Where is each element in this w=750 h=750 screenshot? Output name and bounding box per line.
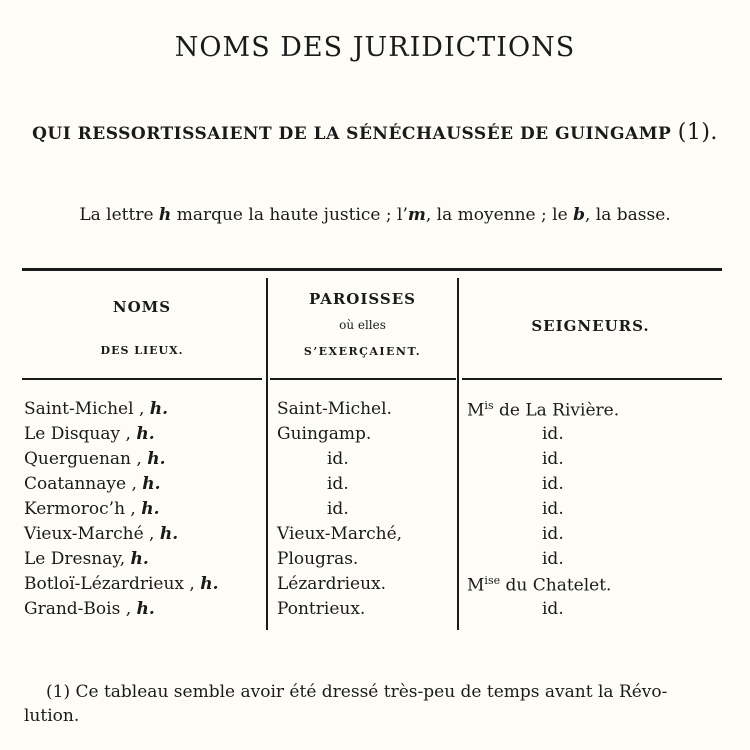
lieu-name: Botloï-Lézardrieux , (24, 574, 195, 594)
seigneur-cell: id. (542, 449, 564, 469)
lieu-name: Kermoroc’h , (24, 499, 136, 519)
seigneur-cell: $M^{ise}$ du Chatelet. (467, 574, 612, 596)
seigneur-cell: $M^{is}$ de La Rivière. (467, 399, 620, 421)
legend-line (0, 205, 750, 225)
header-sexercaient: S’EXERÇAIENT. (303, 345, 422, 358)
legend-text-3: , la moyenne ; le (425, 205, 574, 225)
lieu-cell (24, 499, 160, 519)
lieu-cell (24, 574, 219, 594)
seigneur-cell: id. (542, 499, 564, 519)
legend-text-2: marque la haute justice ; l’ (171, 205, 408, 225)
legend-m: m (407, 205, 426, 225)
seigneur-cell: id. (542, 474, 564, 494)
lieu-cell (24, 474, 161, 494)
lieu-cell (24, 449, 166, 469)
justice-letter: h. (141, 499, 160, 519)
lieu-name: Vieux-Marché , (24, 524, 155, 544)
footnote-continuation: lution. (24, 706, 80, 726)
legend-h: h (158, 205, 172, 225)
justice-letter: h. (130, 549, 149, 569)
paroisse-cell: Lézardrieux. (277, 574, 387, 594)
lieu-name: Le Disquay , (24, 424, 131, 444)
lieu-cell (24, 599, 155, 619)
paroisse-cell: Vieux-Marché, (277, 524, 403, 544)
footnote-reference: (1). (677, 120, 718, 145)
paroisse-cell: Pontrieux. (277, 599, 366, 619)
legend-b: b (573, 205, 585, 225)
lieu-name: Grand-Bois , (24, 599, 132, 619)
lieu-cell (24, 524, 178, 544)
lieu-name: Querguenan , (24, 449, 142, 469)
paroisse-cell: id. (327, 449, 349, 469)
subtitle-text: QUI RESSORTISSAIENT DE LA SÉNÉCHAUSSÉE DE GUINGAMP (32, 124, 672, 144)
justice-letter: h. (147, 449, 166, 469)
footnote: (1) Ce tableau semble avoir été dressé très-peu de temps avant la Révo- (46, 682, 668, 702)
justice-letter: h. (200, 574, 219, 594)
header-rule-col1 (22, 378, 262, 380)
seigneur-cell: id. (542, 599, 564, 619)
header-rule-col3 (462, 378, 722, 380)
lieu-name: Saint-Michel , (24, 399, 145, 419)
seigneur-cell: id. (542, 424, 564, 444)
seigneur-cell: id. (542, 524, 564, 544)
lieu-name: Le Dresnay, (24, 549, 126, 569)
justice-letter: h. (159, 524, 179, 544)
justice-letter: h. (149, 399, 169, 419)
paroisse-cell: Guingamp. (277, 424, 372, 444)
page-subtitle (0, 120, 750, 145)
justice-letter: h. (142, 474, 161, 494)
header-paroisses: PAROISSES (309, 290, 416, 308)
page-title: NOMS DES JURIDICTIONS (174, 32, 576, 63)
header-ou-elles: où elles (339, 318, 386, 332)
lieu-name: Coatannaye , (24, 474, 137, 494)
paroisse-cell: id. (327, 499, 349, 519)
seigneur-cell: id. (542, 549, 564, 569)
table-top-rule (22, 268, 722, 271)
header-des-lieux: DES LIEUX. (100, 344, 184, 357)
justice-letter: h. (136, 424, 155, 444)
lieu-cell (24, 549, 149, 569)
header-noms: NOMS (112, 298, 172, 316)
legend-text-1: La lettre (79, 205, 159, 225)
paroisse-cell: Saint-Michel. (277, 399, 392, 419)
legend-text-4: , la basse. (584, 205, 671, 225)
justice-letter: h. (136, 599, 155, 619)
lieu-cell (24, 399, 168, 419)
header-rule-col2 (270, 378, 456, 380)
paroisse-cell: id. (327, 474, 349, 494)
lieu-cell (24, 424, 155, 444)
header-seigneurs: SEIGNEURS. (531, 317, 650, 335)
paroisse-cell: Plougras. (277, 549, 359, 569)
